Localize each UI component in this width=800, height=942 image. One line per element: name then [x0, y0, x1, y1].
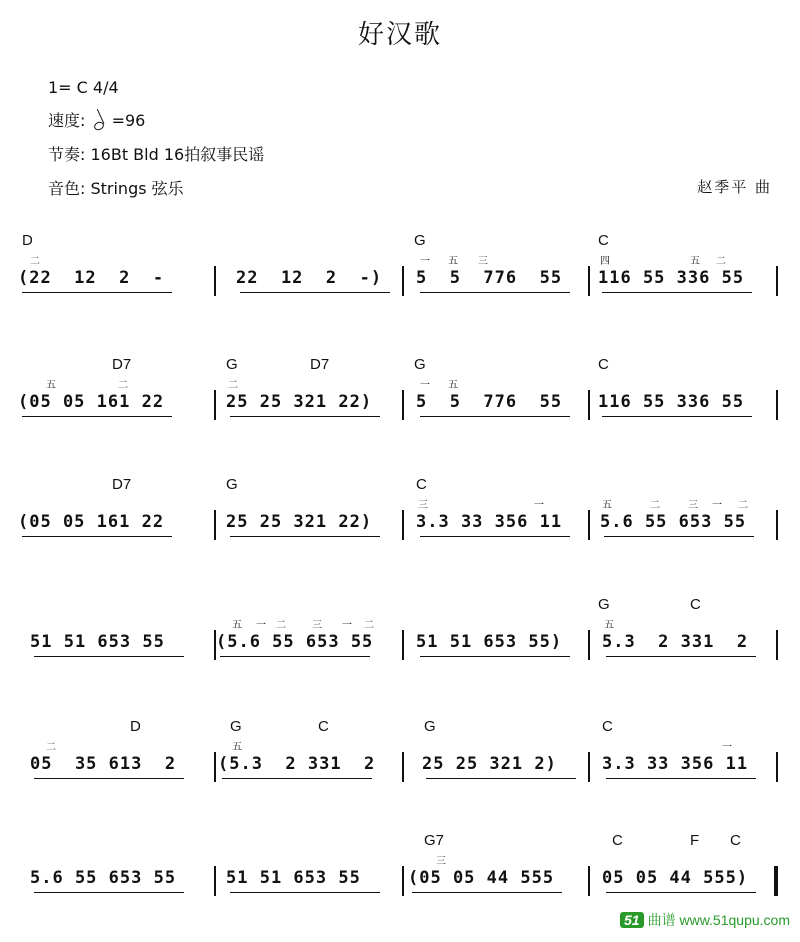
barline: [402, 510, 404, 540]
beam-underline: [222, 778, 372, 779]
tempo-row: [48, 108, 145, 131]
chord-symbol: C: [598, 232, 609, 249]
logo-mark: 51: [620, 912, 644, 928]
score-line: [0, 356, 800, 466]
barline: [214, 630, 216, 660]
measure-notes: 51 51 653 55: [226, 868, 361, 888]
barline: [776, 266, 778, 296]
fingering-mark: 二: [46, 742, 56, 753]
measure-notes: 05 05 44 555): [602, 868, 749, 888]
fingering-mark: 一: [256, 620, 266, 631]
chord-symbol: G: [226, 356, 238, 373]
beam-underline: [34, 778, 184, 779]
half-note-icon: [92, 120, 104, 131]
barline: [214, 266, 216, 296]
barline: [214, 390, 216, 420]
chord-symbol: C: [602, 718, 613, 735]
fingering-mark: 五: [690, 256, 700, 267]
measure-notes: 3.3 33 356 11: [602, 754, 749, 774]
barline: [776, 390, 778, 420]
fingering-mark: 一: [712, 500, 722, 511]
measure-notes: 5 5 776 55: [416, 392, 563, 412]
chord-symbol: G: [226, 476, 238, 493]
fingering-mark: 三: [312, 620, 322, 631]
beam-underline: [602, 416, 752, 417]
measure-notes: (05 05 161 22: [18, 512, 165, 532]
measure-notes: 05 35 613 2: [30, 754, 177, 774]
fingering-mark: 一: [342, 620, 352, 631]
beam-underline: [606, 656, 756, 657]
barline: [588, 390, 590, 420]
fingering-mark: 二: [228, 380, 238, 391]
chord-symbol: G: [414, 232, 426, 249]
measure-notes: 3.3 33 356 11: [416, 512, 563, 532]
barline: [588, 266, 590, 296]
barline: [588, 866, 590, 896]
beam-underline: [230, 536, 380, 537]
fingering-mark: 四: [600, 256, 610, 267]
beam-underline: [230, 416, 380, 417]
fingering-mark: 三: [436, 856, 446, 867]
measure-notes: 5 5 776 55: [416, 268, 563, 288]
barline: [588, 510, 590, 540]
logo-text: 曲谱 www.51qupu.com: [647, 912, 790, 928]
fingering-mark: 一: [722, 742, 732, 753]
measure-notes: (05 05 44 555: [408, 868, 555, 888]
fingering-mark: 五: [604, 620, 614, 631]
beam-underline: [220, 656, 370, 657]
beam-underline: [22, 292, 172, 293]
beam-underline: [606, 778, 756, 779]
beam-underline: [420, 292, 570, 293]
site-watermark: [620, 910, 790, 930]
measure-notes: 5.3 2 331 2: [602, 632, 749, 652]
chord-symbol: C: [730, 832, 741, 849]
chord-symbol: C: [416, 476, 427, 493]
measure-notes: 51 51 653 55: [30, 632, 165, 652]
chord-symbol: F: [690, 832, 700, 849]
fingering-mark: 三: [688, 500, 698, 511]
chord-symbol: C: [690, 596, 701, 613]
chord-symbol: D: [22, 232, 33, 249]
fingering-mark: 五: [232, 742, 242, 753]
barline: [214, 510, 216, 540]
measure-notes: (22 12 2 -: [18, 268, 165, 288]
barline: [588, 630, 590, 660]
measure-notes: 51 51 653 55): [416, 632, 563, 652]
fingering-mark: 一: [420, 256, 430, 267]
measure-notes: 22 12 2 -): [236, 268, 383, 288]
measure-notes: 5.6 55 653 55: [30, 868, 177, 888]
barline: [214, 866, 216, 896]
key-signature: 1= C 4/4: [48, 78, 119, 97]
chord-symbol: D7: [112, 476, 132, 493]
barline: [776, 752, 778, 782]
beam-underline: [240, 292, 390, 293]
composer-credit: 赵季平 曲: [697, 178, 772, 196]
fingering-mark: 三: [418, 500, 428, 511]
fingering-mark: 五: [448, 380, 458, 391]
measure-notes: 25 25 321 2): [422, 754, 557, 774]
chord-symbol: C: [598, 356, 609, 373]
score-line: [0, 232, 800, 342]
fingering-mark: 一: [534, 500, 544, 511]
measure-notes: (5.3 2 331 2: [218, 754, 376, 774]
barline: [402, 266, 404, 296]
fingering-mark: 二: [650, 500, 660, 511]
measure-notes: 5.6 55 653 55: [600, 512, 747, 532]
tempo-value: =96: [111, 111, 146, 130]
beam-underline: [426, 778, 576, 779]
beam-underline: [420, 416, 570, 417]
chord-symbol: D7: [112, 356, 132, 373]
fingering-mark: 二: [276, 620, 286, 631]
tempo-label: 速度:: [48, 111, 86, 130]
barline: [402, 630, 404, 660]
beam-underline: [602, 292, 752, 293]
beam-underline: [604, 536, 754, 537]
fingering-mark: 五: [602, 500, 612, 511]
fingering-mark: 五: [232, 620, 242, 631]
chord-symbol: G: [598, 596, 610, 613]
measure-notes: 116 55 336 55: [598, 392, 745, 412]
final-barline: [774, 866, 778, 896]
chord-symbol: D7: [310, 356, 330, 373]
chord-symbol: G: [230, 718, 242, 735]
beam-underline: [420, 656, 570, 657]
barline: [402, 752, 404, 782]
score-line: [0, 718, 800, 828]
fingering-mark: 二: [30, 256, 40, 267]
fingering-mark: 二: [364, 620, 374, 631]
fingering-mark: 一: [420, 380, 430, 391]
rhythm-info: 节奏: 16Bt Bld 16拍叙事民谣: [48, 145, 265, 164]
score-line: [0, 596, 800, 706]
chord-symbol: G: [414, 356, 426, 373]
chord-symbol: G: [424, 718, 436, 735]
measure-notes: (05 05 161 22: [18, 392, 165, 412]
beam-underline: [34, 892, 184, 893]
barline: [776, 630, 778, 660]
fingering-mark: 五: [448, 256, 458, 267]
score-line: [0, 476, 800, 586]
fingering-mark: 三: [478, 256, 488, 267]
barline: [214, 752, 216, 782]
measure-notes: 116 55 336 55: [598, 268, 745, 288]
chord-symbol: C: [318, 718, 329, 735]
measure-notes: (5.6 55 653 55: [216, 632, 374, 652]
beam-underline: [230, 892, 380, 893]
barline: [402, 866, 404, 896]
beam-underline: [34, 656, 184, 657]
beam-underline: [412, 892, 562, 893]
fingering-mark: 二: [716, 256, 726, 267]
beam-underline: [22, 416, 172, 417]
chord-symbol: G7: [424, 832, 445, 849]
beam-underline: [22, 536, 172, 537]
beam-underline: [420, 536, 570, 537]
chord-symbol: D: [130, 718, 141, 735]
fingering-mark: 五: [46, 380, 56, 391]
fingering-mark: 二: [118, 380, 128, 391]
barline: [402, 390, 404, 420]
timbre-info: 音色: Strings 弦乐: [48, 179, 184, 198]
chord-symbol: C: [612, 832, 623, 849]
measure-notes: 25 25 321 22): [226, 392, 373, 412]
fingering-mark: 二: [738, 500, 748, 511]
measure-notes: 25 25 321 22): [226, 512, 373, 532]
barline: [588, 752, 590, 782]
beam-underline: [606, 892, 756, 893]
score-title: 好汉歌: [357, 20, 442, 50]
barline: [776, 510, 778, 540]
